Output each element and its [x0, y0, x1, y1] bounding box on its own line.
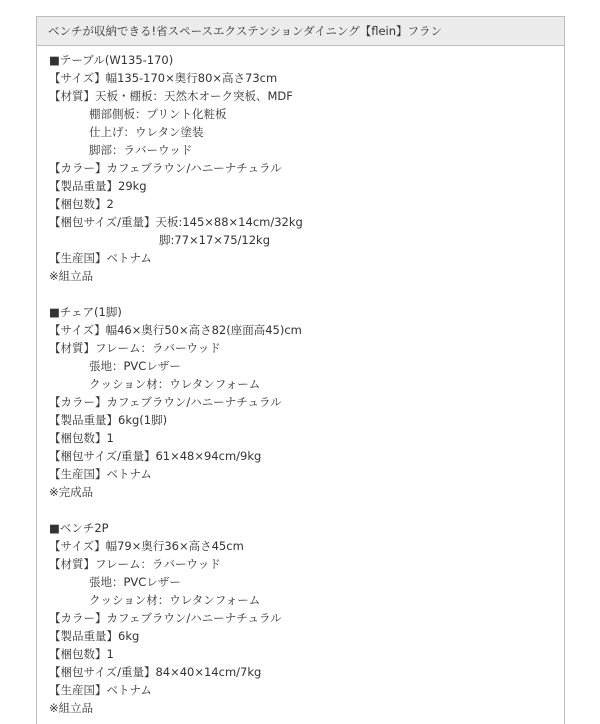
spec-line: 【生産国】ベトナム [49, 467, 152, 481]
spec-header [37, 17, 564, 46]
spec-line: 脚部：ラバーウッド [89, 143, 193, 157]
spec-line: 【生産国】ベトナム [49, 683, 152, 697]
spec-line: 【梱包サイズ/重量】84×40×14cm/7kg [49, 665, 262, 679]
spec-line: 【カラー】カフェブラウン/ハニーナチュラル [49, 395, 282, 409]
spec-line: 【サイズ】幅135-170×奥行80×高さ73cm [49, 71, 278, 85]
spec-line: ※組立品 [49, 701, 94, 715]
spec-line: 【材質】天板・棚板：天然木オーク突板、MDF [49, 89, 293, 103]
spec-line: 【梱包サイズ/重量】61×48×94cm/9kg [49, 449, 262, 463]
spec-line: クッション材：ウレタンフォーム [89, 377, 261, 391]
spec-line: 【製品重量】6kg [49, 629, 140, 643]
spec-line: 【梱包数】1 [49, 431, 114, 445]
spec-line: 仕上げ：ウレタン塗装 [89, 125, 204, 139]
spec-section [49, 519, 564, 717]
spec-line: 【生産国】ベトナム [49, 251, 152, 265]
spec-line: ■ベンチ2P [49, 521, 109, 535]
spec-line: 張地：PVCレザー [89, 575, 181, 589]
spec-line: 【梱包数】1 [49, 647, 114, 661]
spec-section [49, 51, 564, 285]
spec-line: 【カラー】カフェブラウン/ハニーナチュラル [49, 611, 282, 625]
spec-line: 【サイズ】幅46×奥行50×高さ82(座面高45)cm [49, 323, 302, 337]
spec-line: 【サイズ】幅79×奥行36×高さ45cm [49, 539, 244, 553]
spec-line: 【カラー】カフェブラウン/ハニーナチュラル [49, 161, 282, 175]
spec-line: 【製品重量】29kg [49, 179, 147, 193]
spec-section [49, 303, 564, 501]
spec-line: ※組立品 [49, 269, 94, 283]
spec-line: 張地：PVCレザー [89, 359, 181, 373]
spec-line: 【材質】フレーム：ラバーウッド [49, 341, 221, 355]
spec-line: 棚部側板：プリント化粧板 [89, 107, 227, 121]
spec-line: ※完成品 [49, 485, 94, 499]
spec-line: 【梱包サイズ/重量】天板:145×88×14cm/32kg [49, 215, 303, 229]
spec-line: ■チェア(1脚) [49, 305, 122, 319]
spec-line: 【梱包数】2 [49, 197, 114, 211]
spec-line: 脚:77×17×75/12kg [159, 233, 271, 247]
spec-line: クッション材：ウレタンフォーム [89, 593, 261, 607]
spec-line: ■テーブル(W135-170) [49, 53, 174, 67]
spec-line: 【材質】フレーム：ラバーウッド [49, 557, 221, 571]
spec-title: ベンチが収納できる!省スペースエクステンションダイニング【flein】フラン [48, 24, 443, 38]
spec-line: 【製品重量】6kg(1脚) [49, 413, 168, 427]
spec-table [36, 16, 565, 724]
spec-body [37, 46, 564, 717]
